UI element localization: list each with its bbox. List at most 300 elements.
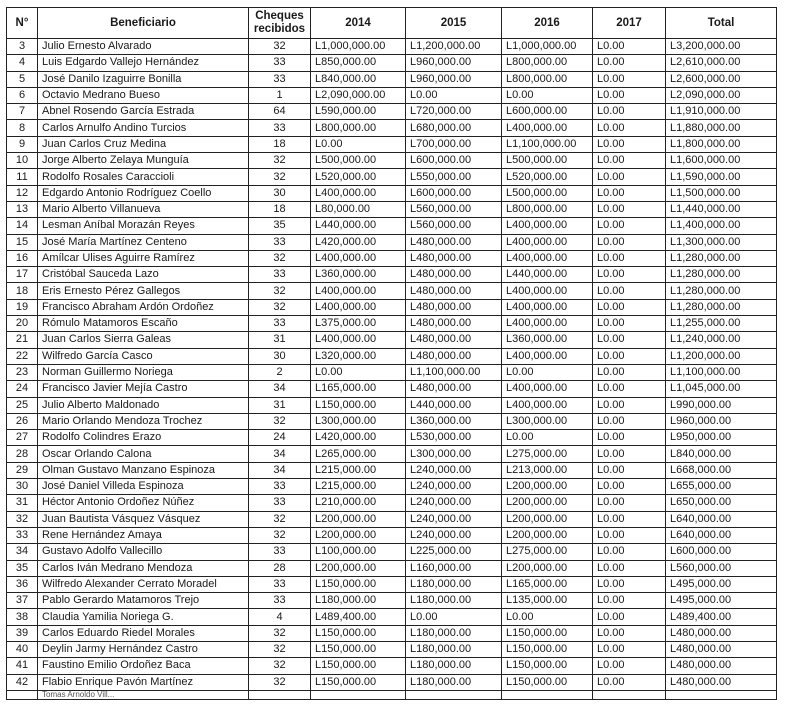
row-number: 12 (7, 185, 38, 201)
amount-total: L2,610,000.00 (666, 55, 777, 71)
amount-total: L1,200,000.00 (666, 348, 777, 364)
table-row (7, 544, 777, 560)
beneficiary-name: Jorge Alberto Zelaya Munguía (38, 153, 249, 169)
checks-count: 32 (249, 283, 311, 299)
checks-count: 33 (249, 316, 311, 332)
amount-2016: L1,000,000.00 (502, 39, 593, 55)
amount-total: L650,000.00 (666, 495, 777, 511)
beneficiary-name: Wilfredo García Casco (38, 348, 249, 364)
amount-total: L1,440,000.00 (666, 201, 777, 217)
amount-2015: L180,000.00 (406, 641, 502, 657)
amount-2016: L150,000.00 (502, 674, 593, 690)
checks-count: 35 (249, 218, 311, 234)
checks-count: 33 (249, 267, 311, 283)
amount-total: L2,090,000.00 (666, 87, 777, 103)
amount-2017: L0.00 (593, 625, 666, 641)
amount-2017 (593, 690, 666, 699)
amount-2015: L680,000.00 (406, 120, 502, 136)
amount-2017: L0.00 (593, 593, 666, 609)
table-row (7, 413, 777, 429)
amount-2015: L180,000.00 (406, 593, 502, 609)
amount-2017: L0.00 (593, 413, 666, 429)
amount-total: L2,600,000.00 (666, 71, 777, 87)
amount-2015: L1,200,000.00 (406, 39, 502, 55)
amount-2017: L0.00 (593, 201, 666, 217)
row-number: 23 (7, 364, 38, 380)
beneficiary-name: José María Martínez Centeno (38, 234, 249, 250)
row-number: 42 (7, 674, 38, 690)
beneficiary-name: José Danilo Izaguirre Bonilla (38, 71, 249, 87)
amount-2014: L360,000.00 (311, 267, 406, 283)
amount-2014: L1,000,000.00 (311, 39, 406, 55)
table-row (7, 479, 777, 495)
checks-count: 32 (249, 250, 311, 266)
amount-2015: L480,000.00 (406, 283, 502, 299)
amount-2015: L440,000.00 (406, 397, 502, 413)
amount-2014: L500,000.00 (311, 153, 406, 169)
amount-2015: L180,000.00 (406, 625, 502, 641)
amount-2014: L300,000.00 (311, 413, 406, 429)
row-number: 13 (7, 201, 38, 217)
beneficiary-table (6, 7, 777, 700)
checks-count: 32 (249, 413, 311, 429)
row-number: 14 (7, 218, 38, 234)
amount-2017: L0.00 (593, 511, 666, 527)
table-row (7, 430, 777, 446)
beneficiary-name: Rodolfo Rosales Caraccioli (38, 169, 249, 185)
amount-2014 (311, 690, 406, 699)
amount-2016: L275,000.00 (502, 446, 593, 462)
checks-count: 34 (249, 381, 311, 397)
amount-2015: L550,000.00 (406, 169, 502, 185)
beneficiary-name: Rodolfo Colindres Erazo (38, 430, 249, 446)
amount-2016: L400,000.00 (502, 397, 593, 413)
row-number: 8 (7, 120, 38, 136)
amount-2016: L200,000.00 (502, 495, 593, 511)
beneficiary-name: Héctor Antonio Ordoñez Núñez (38, 495, 249, 511)
amount-2017: L0.00 (593, 169, 666, 185)
amount-total: L950,000.00 (666, 430, 777, 446)
amount-2014: L850,000.00 (311, 55, 406, 71)
amount-2016: L400,000.00 (502, 283, 593, 299)
row-number: 17 (7, 267, 38, 283)
amount-2015: L240,000.00 (406, 479, 502, 495)
amount-2017: L0.00 (593, 185, 666, 201)
row-number: 33 (7, 527, 38, 543)
amount-2016: L440,000.00 (502, 267, 593, 283)
table-row (7, 153, 777, 169)
table-row (7, 364, 777, 380)
table-row (7, 71, 777, 87)
amount-2014: L489,400.00 (311, 609, 406, 625)
amount-2016: L150,000.00 (502, 658, 593, 674)
header-checks-received: Cheques recibidos (249, 8, 311, 39)
row-number: 27 (7, 430, 38, 446)
table-row (7, 641, 777, 657)
amount-2017: L0.00 (593, 71, 666, 87)
table-row (7, 104, 777, 120)
row-number: 38 (7, 609, 38, 625)
checks-count: 33 (249, 593, 311, 609)
amount-2017: L0.00 (593, 576, 666, 592)
row-number: 32 (7, 511, 38, 527)
beneficiary-name: Octavio Medrano Bueso (38, 87, 249, 103)
amount-2017: L0.00 (593, 641, 666, 657)
amount-2014: L400,000.00 (311, 185, 406, 201)
amount-2015: L480,000.00 (406, 332, 502, 348)
table-row (7, 462, 777, 478)
amount-2014: L200,000.00 (311, 560, 406, 576)
amount-2014: L420,000.00 (311, 430, 406, 446)
row-number: 22 (7, 348, 38, 364)
header-2016: 2016 (502, 8, 593, 39)
amount-2017: L0.00 (593, 234, 666, 250)
amount-2014: L150,000.00 (311, 625, 406, 641)
beneficiary-name: José Daniel Villeda Espinoza (38, 479, 249, 495)
beneficiary-name: Mario Orlando Mendoza Trochez (38, 413, 249, 429)
amount-2016: L360,000.00 (502, 332, 593, 348)
amount-2015 (406, 690, 502, 699)
table-row (7, 316, 777, 332)
row-number: 16 (7, 250, 38, 266)
table-row (7, 446, 777, 462)
checks-count: 33 (249, 576, 311, 592)
table-row (7, 201, 777, 217)
amount-2016: L500,000.00 (502, 153, 593, 169)
amount-2014: L150,000.00 (311, 576, 406, 592)
amount-2015: L480,000.00 (406, 348, 502, 364)
amount-2017: L0.00 (593, 316, 666, 332)
amount-2015: L480,000.00 (406, 234, 502, 250)
beneficiary-name: Rómulo Matamoros Escaño (38, 316, 249, 332)
amount-2015: L240,000.00 (406, 511, 502, 527)
row-number: 29 (7, 462, 38, 478)
checks-count: 31 (249, 397, 311, 413)
beneficiary-name: Pablo Gerardo Matamoros Trejo (38, 593, 249, 609)
amount-2014: L80,000.00 (311, 201, 406, 217)
row-number: 15 (7, 234, 38, 250)
row-number: 36 (7, 576, 38, 592)
checks-count: 33 (249, 479, 311, 495)
amount-2014: L375,000.00 (311, 316, 406, 332)
checks-count: 33 (249, 71, 311, 87)
beneficiary-name: Gustavo Adolfo Vallecillo (38, 544, 249, 560)
amount-2015: L160,000.00 (406, 560, 502, 576)
amount-2016: L0.00 (502, 609, 593, 625)
amount-2015: L600,000.00 (406, 185, 502, 201)
beneficiary-name: Carlos Arnulfo Andino Turcios (38, 120, 249, 136)
checks-count: 2 (249, 364, 311, 380)
row-number: 24 (7, 381, 38, 397)
amount-2017: L0.00 (593, 658, 666, 674)
amount-2015: L240,000.00 (406, 462, 502, 478)
checks-count: 32 (249, 169, 311, 185)
checks-count: 1 (249, 87, 311, 103)
table-row (7, 609, 777, 625)
checks-count: 18 (249, 136, 311, 152)
amount-2014: L165,000.00 (311, 381, 406, 397)
table-row (7, 332, 777, 348)
amount-2015: L480,000.00 (406, 250, 502, 266)
beneficiary-name: Julio Alberto Maldonado (38, 397, 249, 413)
table-row (7, 87, 777, 103)
amount-2016: L0.00 (502, 87, 593, 103)
amount-2017: L0.00 (593, 120, 666, 136)
amount-2017: L0.00 (593, 104, 666, 120)
amount-2014: L520,000.00 (311, 169, 406, 185)
beneficiary-name: Edgardo Antonio Rodríguez Coello (38, 185, 249, 201)
checks-count: 4 (249, 609, 311, 625)
table-row (7, 625, 777, 641)
amount-2017: L0.00 (593, 153, 666, 169)
amount-2016: L135,000.00 (502, 593, 593, 609)
amount-2017: L0.00 (593, 462, 666, 478)
amount-total: L1,800,000.00 (666, 136, 777, 152)
row-number: 30 (7, 479, 38, 495)
amount-2015: L225,000.00 (406, 544, 502, 560)
amount-2017: L0.00 (593, 527, 666, 543)
table-row (7, 299, 777, 315)
amount-total: L1,600,000.00 (666, 153, 777, 169)
amount-2015: L480,000.00 (406, 299, 502, 315)
checks-count: 30 (249, 185, 311, 201)
amount-total: L1,100,000.00 (666, 364, 777, 380)
amount-2014: L440,000.00 (311, 218, 406, 234)
checks-count: 33 (249, 120, 311, 136)
amount-2014: L0.00 (311, 364, 406, 380)
beneficiary-name: Olman Gustavo Manzano Espinoza (38, 462, 249, 478)
checks-count: 32 (249, 658, 311, 674)
beneficiary-name: Oscar Orlando Calona (38, 446, 249, 462)
amount-2014: L265,000.00 (311, 446, 406, 462)
checks-count: 33 (249, 495, 311, 511)
amount-2017: L0.00 (593, 495, 666, 511)
row-number: 20 (7, 316, 38, 332)
amount-2017: L0.00 (593, 364, 666, 380)
table-row (7, 136, 777, 152)
amount-2014: L150,000.00 (311, 641, 406, 657)
amount-2014: L210,000.00 (311, 495, 406, 511)
checks-count: 32 (249, 625, 311, 641)
amount-total: L560,000.00 (666, 560, 777, 576)
amount-2017: L0.00 (593, 479, 666, 495)
amount-2016: L300,000.00 (502, 413, 593, 429)
table-row (7, 267, 777, 283)
row-number: 4 (7, 55, 38, 71)
row-number: 9 (7, 136, 38, 152)
amount-total: L1,300,000.00 (666, 234, 777, 250)
amount-2017: L0.00 (593, 250, 666, 266)
amount-2014: L400,000.00 (311, 332, 406, 348)
amount-2014: L180,000.00 (311, 593, 406, 609)
row-number: 19 (7, 299, 38, 315)
amount-total: L480,000.00 (666, 641, 777, 657)
amount-total: L3,200,000.00 (666, 39, 777, 55)
table-row (7, 234, 777, 250)
amount-total: L640,000.00 (666, 527, 777, 543)
header-number: N° (7, 8, 38, 39)
beneficiary-name: Julio Ernesto Alvarado (38, 39, 249, 55)
checks-count: 32 (249, 527, 311, 543)
amount-2017: L0.00 (593, 348, 666, 364)
amount-2016: L150,000.00 (502, 641, 593, 657)
amount-total: L1,045,000.00 (666, 381, 777, 397)
amount-2014: L400,000.00 (311, 299, 406, 315)
beneficiary-name: Juan Carlos Sierra Galeas (38, 332, 249, 348)
checks-count: 31 (249, 332, 311, 348)
amount-2015: L0.00 (406, 87, 502, 103)
row-number: 21 (7, 332, 38, 348)
checks-count: 18 (249, 201, 311, 217)
table-row (7, 250, 777, 266)
row-number: 18 (7, 283, 38, 299)
amount-total: L1,880,000.00 (666, 120, 777, 136)
table-row (7, 348, 777, 364)
amount-2017: L0.00 (593, 544, 666, 560)
amount-2015: L180,000.00 (406, 674, 502, 690)
amount-2015: L1,100,000.00 (406, 364, 502, 380)
table-row (7, 658, 777, 674)
beneficiary-name: Eris Ernesto Pérez Gallegos (38, 283, 249, 299)
amount-2016: L800,000.00 (502, 71, 593, 87)
table-row-partial (7, 690, 777, 699)
amount-2016: L1,100,000.00 (502, 136, 593, 152)
row-number (7, 690, 38, 699)
amount-2016: L200,000.00 (502, 527, 593, 543)
amount-2015: L960,000.00 (406, 71, 502, 87)
amount-2014: L800,000.00 (311, 120, 406, 136)
amount-2016: L213,000.00 (502, 462, 593, 478)
checks-count: 32 (249, 299, 311, 315)
beneficiary-name: Mario Alberto Villanueva (38, 201, 249, 217)
amount-total: L495,000.00 (666, 576, 777, 592)
beneficiary-name: Francisco Javier Mejía Castro (38, 381, 249, 397)
amount-2015: L0.00 (406, 609, 502, 625)
amount-2017: L0.00 (593, 560, 666, 576)
amount-2016: L200,000.00 (502, 479, 593, 495)
beneficiary-name: Cristóbal Sauceda Lazo (38, 267, 249, 283)
row-number: 28 (7, 446, 38, 462)
checks-count: 34 (249, 462, 311, 478)
amount-total: L1,280,000.00 (666, 250, 777, 266)
amount-2017: L0.00 (593, 609, 666, 625)
beneficiary-name: Luis Edgardo Vallejo Hernández (38, 55, 249, 71)
table-row (7, 397, 777, 413)
amount-2014: L400,000.00 (311, 283, 406, 299)
table-row (7, 576, 777, 592)
amount-2016: L400,000.00 (502, 234, 593, 250)
amount-2017: L0.00 (593, 283, 666, 299)
beneficiary-name: Norman Guillermo Noriega (38, 364, 249, 380)
row-number: 41 (7, 658, 38, 674)
amount-2017: L0.00 (593, 397, 666, 413)
amount-total: L1,500,000.00 (666, 185, 777, 201)
amount-2015: L360,000.00 (406, 413, 502, 429)
row-number: 7 (7, 104, 38, 120)
table-row (7, 495, 777, 511)
amount-2017: L0.00 (593, 332, 666, 348)
amount-total: L1,400,000.00 (666, 218, 777, 234)
table-row (7, 218, 777, 234)
amount-2014: L200,000.00 (311, 511, 406, 527)
amount-total: L1,240,000.00 (666, 332, 777, 348)
beneficiary-name: Carlos Eduardo Riedel Morales (38, 625, 249, 641)
amount-total: L640,000.00 (666, 511, 777, 527)
amount-2015: L960,000.00 (406, 55, 502, 71)
amount-2015: L300,000.00 (406, 446, 502, 462)
amount-2015: L480,000.00 (406, 381, 502, 397)
amount-2015: L600,000.00 (406, 153, 502, 169)
row-number: 40 (7, 641, 38, 657)
row-number: 31 (7, 495, 38, 511)
amount-2015: L480,000.00 (406, 267, 502, 283)
beneficiary-name: Carlos Iván Medrano Mendoza (38, 560, 249, 576)
beneficiary-name: Juan Bautista Vásquez Vásquez (38, 511, 249, 527)
table-row (7, 560, 777, 576)
row-number: 10 (7, 153, 38, 169)
amount-2015: L240,000.00 (406, 527, 502, 543)
amount-total: L480,000.00 (666, 658, 777, 674)
checks-count: 33 (249, 234, 311, 250)
beneficiary-name: Rene Hernández Amaya (38, 527, 249, 543)
amount-2016: L400,000.00 (502, 316, 593, 332)
beneficiary-name: Francisco Abraham Ardón Ordoñez (38, 299, 249, 315)
amount-2014: L215,000.00 (311, 479, 406, 495)
amount-2015: L530,000.00 (406, 430, 502, 446)
checks-count: 34 (249, 446, 311, 462)
amount-2016: L0.00 (502, 430, 593, 446)
amount-total: L655,000.00 (666, 479, 777, 495)
header-2014: 2014 (311, 8, 406, 39)
amount-2015: L180,000.00 (406, 576, 502, 592)
amount-2016: L800,000.00 (502, 55, 593, 71)
amount-total: L1,255,000.00 (666, 316, 777, 332)
row-number: 26 (7, 413, 38, 429)
checks-count: 32 (249, 39, 311, 55)
amount-2017: L0.00 (593, 87, 666, 103)
amount-2016: L0.00 (502, 364, 593, 380)
amount-2014: L420,000.00 (311, 234, 406, 250)
amount-total: L960,000.00 (666, 413, 777, 429)
checks-count: 32 (249, 511, 311, 527)
row-number: 37 (7, 593, 38, 609)
amount-2016: L165,000.00 (502, 576, 593, 592)
amount-2017: L0.00 (593, 267, 666, 283)
beneficiary-name: Amílcar Ulises Aguirre Ramírez (38, 250, 249, 266)
amount-total: L1,280,000.00 (666, 299, 777, 315)
checks-count: 30 (249, 348, 311, 364)
amount-2016: L400,000.00 (502, 250, 593, 266)
amount-2014: L150,000.00 (311, 397, 406, 413)
row-number: 39 (7, 625, 38, 641)
amount-2014: L590,000.00 (311, 104, 406, 120)
amount-total: L480,000.00 (666, 625, 777, 641)
table-row (7, 593, 777, 609)
checks-count: 24 (249, 430, 311, 446)
checks-count: 64 (249, 104, 311, 120)
checks-count: 28 (249, 560, 311, 576)
amount-2014: L150,000.00 (311, 658, 406, 674)
amount-2015: L700,000.00 (406, 136, 502, 152)
row-number: 3 (7, 39, 38, 55)
amount-total: L1,910,000.00 (666, 104, 777, 120)
amount-total: L489,400.00 (666, 609, 777, 625)
amount-2014: L2,090,000.00 (311, 87, 406, 103)
checks-count: 32 (249, 641, 311, 657)
amount-2015: L720,000.00 (406, 104, 502, 120)
header-2017: 2017 (593, 8, 666, 39)
amount-2014: L840,000.00 (311, 71, 406, 87)
